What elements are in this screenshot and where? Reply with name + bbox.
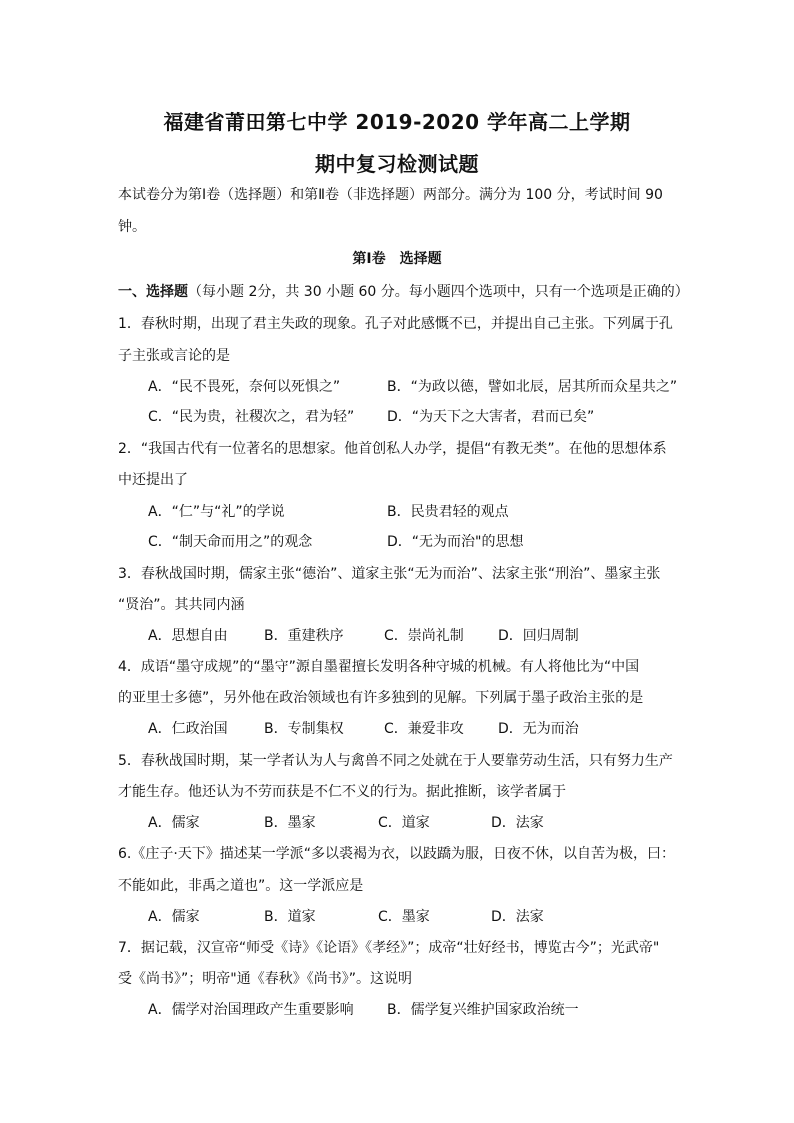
question-7-text: 7．据记载，汉宣帝“师受《诗》《论语》《孝经》”；成帝“壮好经书，博览古今”；光武帝" <box>118 940 660 956</box>
question-5-option-d: D．法家 <box>491 815 544 831</box>
question-3-option-a: A．思想自由 <box>148 628 228 644</box>
part-description: （每小题 2分，共 30 小题 60 分。每小题四个选项中，只有一个选项是正确的） <box>188 284 689 300</box>
intro-line: 钟。 <box>118 219 146 235</box>
question-2-text: 2．“我国古代有一位著名的思想家。他首创私人办学，提倡“有教无类”。在他的思想体系 <box>118 441 667 457</box>
question-2-option-a: A．“仁”与“礼”的学说 <box>148 504 285 520</box>
question-4-option-b: B．专制集权 <box>264 721 344 737</box>
question-7-option-a: A．儒学对治国理政产生重要影响 <box>148 1002 354 1018</box>
question-2-option-d: D．“无为而治"的思想 <box>387 534 524 550</box>
question-2-option-b: B．民贵君轻的观点 <box>387 504 509 520</box>
question-2-text: 中还提出了 <box>118 472 188 488</box>
question-3-option-b: B．重建秩序 <box>264 628 344 644</box>
question-3-option-c: C．崇尚礼制 <box>384 628 464 644</box>
question-3-text: “贤治”。其共同内涵 <box>118 597 245 613</box>
question-4-option-c: C．兼爱非攻 <box>384 721 464 737</box>
intro-line: 本试卷分为第Ⅰ卷（选择题）和第Ⅱ卷（非选择题）两部分。满分为 100 分，考试时间 90 <box>118 187 663 203</box>
question-1-text: 子主张或言论的是 <box>118 348 230 364</box>
question-3-option-d: D．回归周制 <box>498 628 579 644</box>
question-4-option-d: D．无为而治 <box>498 721 579 737</box>
question-6-option-a: A．儒家 <box>148 909 200 925</box>
question-5-text: 才能生存。他还认为不劳而获是不仁不义的行为。据此推断，该学者属于 <box>118 784 566 800</box>
question-6-option-c: C．墨家 <box>378 909 430 925</box>
question-4-text: 的亚里士多德”，另外他在政治领域也有许多独到的见解。下列属于墨子政治主张的是 <box>118 690 644 706</box>
question-6-text: 不能如此，非禹之道也”。这一学派应是 <box>118 878 364 894</box>
question-1-option-b: B．“为政以德，譬如北辰，居其所而众星共之” <box>387 379 678 395</box>
question-1-option-a: A．“民不畏死，奈何以死惧之” <box>148 379 341 395</box>
question-4-text: 4．成语“墨守成规”的“墨守”源自墨翟擅长发明各种守城的机械。有人将他比为“中国 <box>118 659 640 675</box>
question-6-option-b: B．道家 <box>264 909 316 925</box>
question-4-option-a: A．仁政治国 <box>148 721 228 737</box>
exam-subtitle: 期中复习检测试题 <box>315 152 479 176</box>
section-heading: 第Ⅰ卷 选择题 <box>352 251 442 267</box>
question-6-text: 6.《庄子·天下》描述某一学派“多以裘褐为衣，以跂蹻为服，日夜不休，以自苦为极，曰： <box>118 846 676 862</box>
question-5-text: 5．春秋战国时期，某一学者认为人与禽兽不同之处就在于人要靠劳动生活，只有努力生产 <box>118 753 673 769</box>
question-5-option-a: A．儒家 <box>148 815 200 831</box>
part-instructions <box>118 281 689 301</box>
question-1-text: 1．春秋时期，出现了君主失政的现象。孔子对此感慨不已，并提出自己主张。下列属于孔 <box>118 316 673 332</box>
question-2-option-c: C．“制天命而用之”的观念 <box>148 534 313 550</box>
question-7-text: 受《尚书》”；明帝"通《春秋》《尚书》”。这说明 <box>118 971 412 987</box>
question-5-option-b: B．墨家 <box>264 815 316 831</box>
question-1-option-c: C．“民为贵，社稷次之，君为轻” <box>148 409 355 425</box>
question-3-text: 3．春秋战国时期，儒家主张“德治”、道家主张“无为而治”、法家主张“刑治”、墨家主张 <box>118 566 661 582</box>
part-label: 一、选择题 <box>118 284 188 300</box>
exam-title: 福建省莆田第七中学 2019-2020 学年高二上学期 <box>163 110 631 134</box>
question-1-option-d: D．“为天下之大害者，君而已矣” <box>387 409 595 425</box>
question-5-option-c: C．道家 <box>378 815 430 831</box>
question-6-option-d: D．法家 <box>491 909 544 925</box>
question-7-option-b: B．儒学复兴维护国家政治统一 <box>387 1002 579 1018</box>
